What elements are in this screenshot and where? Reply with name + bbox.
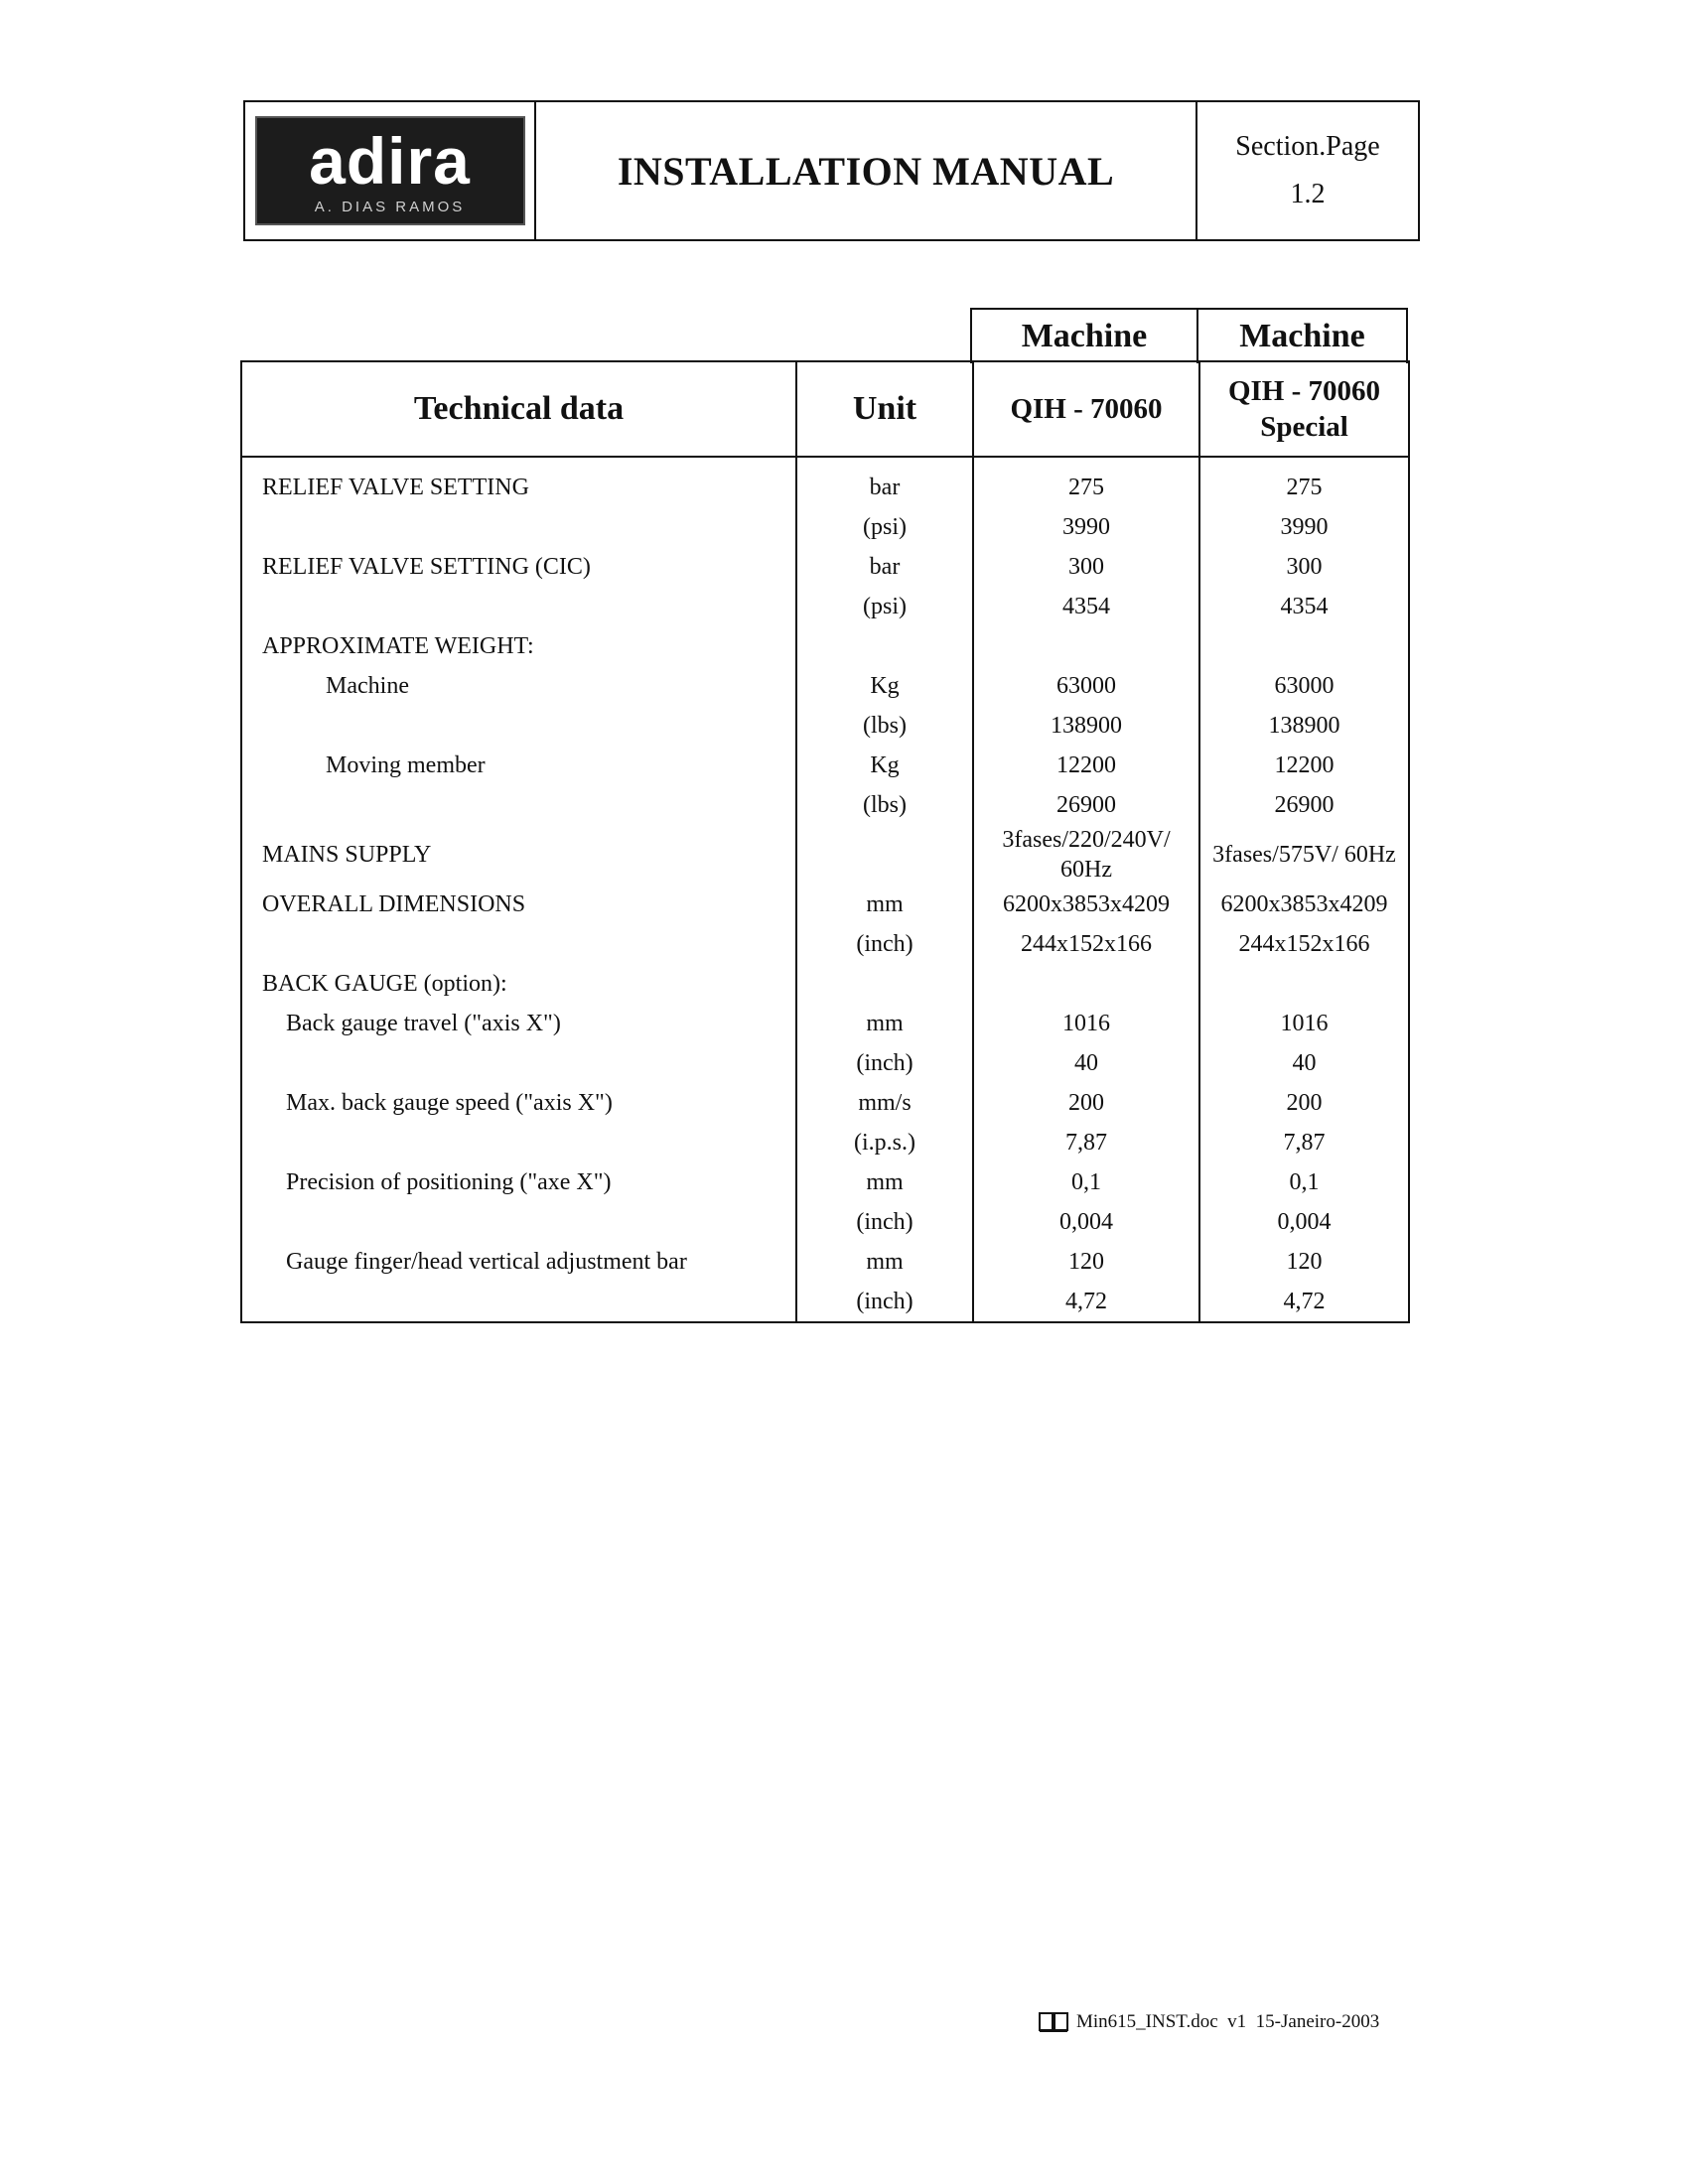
row-unit: Kg (796, 666, 973, 706)
machine1-model: QIH - 70060 (1010, 393, 1163, 425)
table-row (241, 1083, 1409, 1123)
row-value-machine1: 26900 (973, 785, 1199, 825)
company-logo (255, 116, 525, 225)
row-unit: bar (796, 547, 973, 587)
table-row (241, 785, 1409, 825)
row-label: Back gauge travel ("axis X") (241, 1004, 796, 1043)
row-value-machine2: 63000 (1199, 666, 1409, 706)
machine2-model-header (1199, 361, 1409, 457)
table-row (241, 587, 1409, 626)
row-label: APPROXIMATE WEIGHT: (241, 626, 796, 666)
table-row (241, 507, 1409, 547)
row-unit: (psi) (796, 507, 973, 547)
table-row (241, 1004, 1409, 1043)
table-row (241, 1123, 1409, 1162)
row-value-machine2: 3fases/575V/ 60Hz (1199, 825, 1409, 885)
row-label (241, 785, 796, 825)
row-unit: Kg (796, 746, 973, 785)
row-value-machine1: 12200 (973, 746, 1199, 785)
row-label (241, 1043, 796, 1083)
row-label (241, 507, 796, 547)
machine2-model-variant: Special (1260, 411, 1348, 443)
unit-header: Unit (796, 361, 973, 457)
row-unit: (inch) (796, 1202, 973, 1242)
row-value-machine2 (1199, 626, 1409, 666)
table-row (241, 825, 1409, 885)
footer-file-info: Min615_INST.doc v1 15-Janeiro-2003 (1076, 2011, 1380, 2032)
row-value-machine1: 0,004 (973, 1202, 1199, 1242)
row-unit: (inch) (796, 1282, 973, 1322)
row-value-machine1 (973, 964, 1199, 1004)
table-row (241, 964, 1409, 1004)
table-row (241, 706, 1409, 746)
row-value-machine2: 4354 (1199, 587, 1409, 626)
row-unit: mm/s (796, 1083, 973, 1123)
table-row (241, 1242, 1409, 1282)
row-unit: (lbs) (796, 785, 973, 825)
row-label (241, 1282, 796, 1322)
row-value-machine1: 275 (973, 457, 1199, 507)
row-unit: mm (796, 1004, 973, 1043)
row-value-machine1: 6200x3853x4209 (973, 885, 1199, 924)
table-row (241, 1282, 1409, 1322)
row-value-machine2: 120 (1199, 1242, 1409, 1282)
row-value-machine1: 1016 (973, 1004, 1199, 1043)
row-label: RELIEF VALVE SETTING (241, 457, 796, 507)
table-header-row (241, 361, 1409, 457)
row-label: Moving member (241, 746, 796, 785)
logo-subtext: A. DIAS RAMOS (314, 199, 466, 215)
row-value-machine2: 4,72 (1199, 1282, 1409, 1322)
row-unit: (lbs) (796, 706, 973, 746)
row-value-machine2: 40 (1199, 1043, 1409, 1083)
table-row (241, 666, 1409, 706)
row-label (241, 1202, 796, 1242)
row-label: Machine (241, 666, 796, 706)
row-value-machine1: 0,1 (973, 1162, 1199, 1202)
row-value-machine1: 120 (973, 1242, 1199, 1282)
table-row (241, 547, 1409, 587)
section-page-label: Section.Page (1235, 131, 1380, 162)
technical-data-header: Technical data (241, 361, 796, 457)
row-value-machine1: 4,72 (973, 1282, 1199, 1322)
row-value-machine2: 0,1 (1199, 1162, 1409, 1202)
row-label (241, 587, 796, 626)
row-value-machine1: 63000 (973, 666, 1199, 706)
logo-cell (245, 102, 536, 239)
row-value-machine1: 138900 (973, 706, 1199, 746)
table-row (241, 1162, 1409, 1202)
row-label: RELIEF VALVE SETTING (CIC) (241, 547, 796, 587)
table-row (241, 885, 1409, 924)
machine1-model-header (973, 361, 1199, 457)
row-value-machine2: 275 (1199, 457, 1409, 507)
row-value-machine1: 3990 (973, 507, 1199, 547)
machine2-header: Machine (1196, 308, 1408, 363)
row-value-machine1: 4354 (973, 587, 1199, 626)
row-value-machine1: 40 (973, 1043, 1199, 1083)
row-unit: (inch) (796, 1043, 973, 1083)
row-value-machine2: 12200 (1199, 746, 1409, 785)
row-value-machine2: 26900 (1199, 785, 1409, 825)
row-value-machine2: 0,004 (1199, 1202, 1409, 1242)
technical-data-table (240, 360, 1410, 1323)
table-row (241, 1043, 1409, 1083)
row-unit: (i.p.s.) (796, 1123, 973, 1162)
row-label (241, 706, 796, 746)
row-label (241, 924, 796, 964)
row-unit: (psi) (796, 587, 973, 626)
row-label (241, 1123, 796, 1162)
book-icon (1039, 2011, 1068, 2033)
row-value-machine2 (1199, 964, 1409, 1004)
row-unit (796, 964, 973, 1004)
row-unit (796, 626, 973, 666)
row-value-machine2: 244x152x166 (1199, 924, 1409, 964)
row-value-machine1: 3fases/220/240V/ 60Hz (973, 825, 1199, 885)
row-label: Gauge finger/head vertical adjustment bar (241, 1242, 796, 1282)
row-value-machine2: 300 (1199, 547, 1409, 587)
row-label: Precision of positioning ("axe X") (241, 1162, 796, 1202)
row-value-machine2: 6200x3853x4209 (1199, 885, 1409, 924)
row-unit: bar (796, 457, 973, 507)
row-value-machine1 (973, 626, 1199, 666)
row-value-machine1: 244x152x166 (973, 924, 1199, 964)
machine2-model: QIH - 70060 (1227, 375, 1381, 407)
row-value-machine1: 7,87 (973, 1123, 1199, 1162)
row-unit: mm (796, 1242, 973, 1282)
row-label: BACK GAUGE (option): (241, 964, 796, 1004)
logo-wordmark: adira (309, 124, 471, 198)
document-title: INSTALLATION MANUAL (536, 102, 1197, 239)
table-row (241, 924, 1409, 964)
row-value-machine2: 1016 (1199, 1004, 1409, 1043)
document-footer (1039, 2011, 1379, 2033)
section-page-cell (1197, 102, 1418, 239)
row-value-machine2: 138900 (1199, 706, 1409, 746)
row-value-machine2: 3990 (1199, 507, 1409, 547)
row-label: OVERALL DIMENSIONS (241, 885, 796, 924)
row-unit: mm (796, 1162, 973, 1202)
table-row (241, 626, 1409, 666)
table-row (241, 1202, 1409, 1242)
row-value-machine1: 300 (973, 547, 1199, 587)
row-unit: (inch) (796, 924, 973, 964)
row-value-machine1: 200 (973, 1083, 1199, 1123)
machine1-header: Machine (970, 308, 1198, 363)
table-row (241, 746, 1409, 785)
table-row (241, 457, 1409, 507)
row-value-machine2: 7,87 (1199, 1123, 1409, 1162)
section-page-value: 1.2 (1290, 179, 1326, 209)
row-label: MAINS SUPPLY (241, 825, 796, 885)
row-unit: mm (796, 885, 973, 924)
row-unit (796, 825, 973, 885)
document-header (243, 100, 1420, 241)
row-label: Max. back gauge speed ("axis X") (241, 1083, 796, 1123)
row-value-machine2: 200 (1199, 1083, 1409, 1123)
